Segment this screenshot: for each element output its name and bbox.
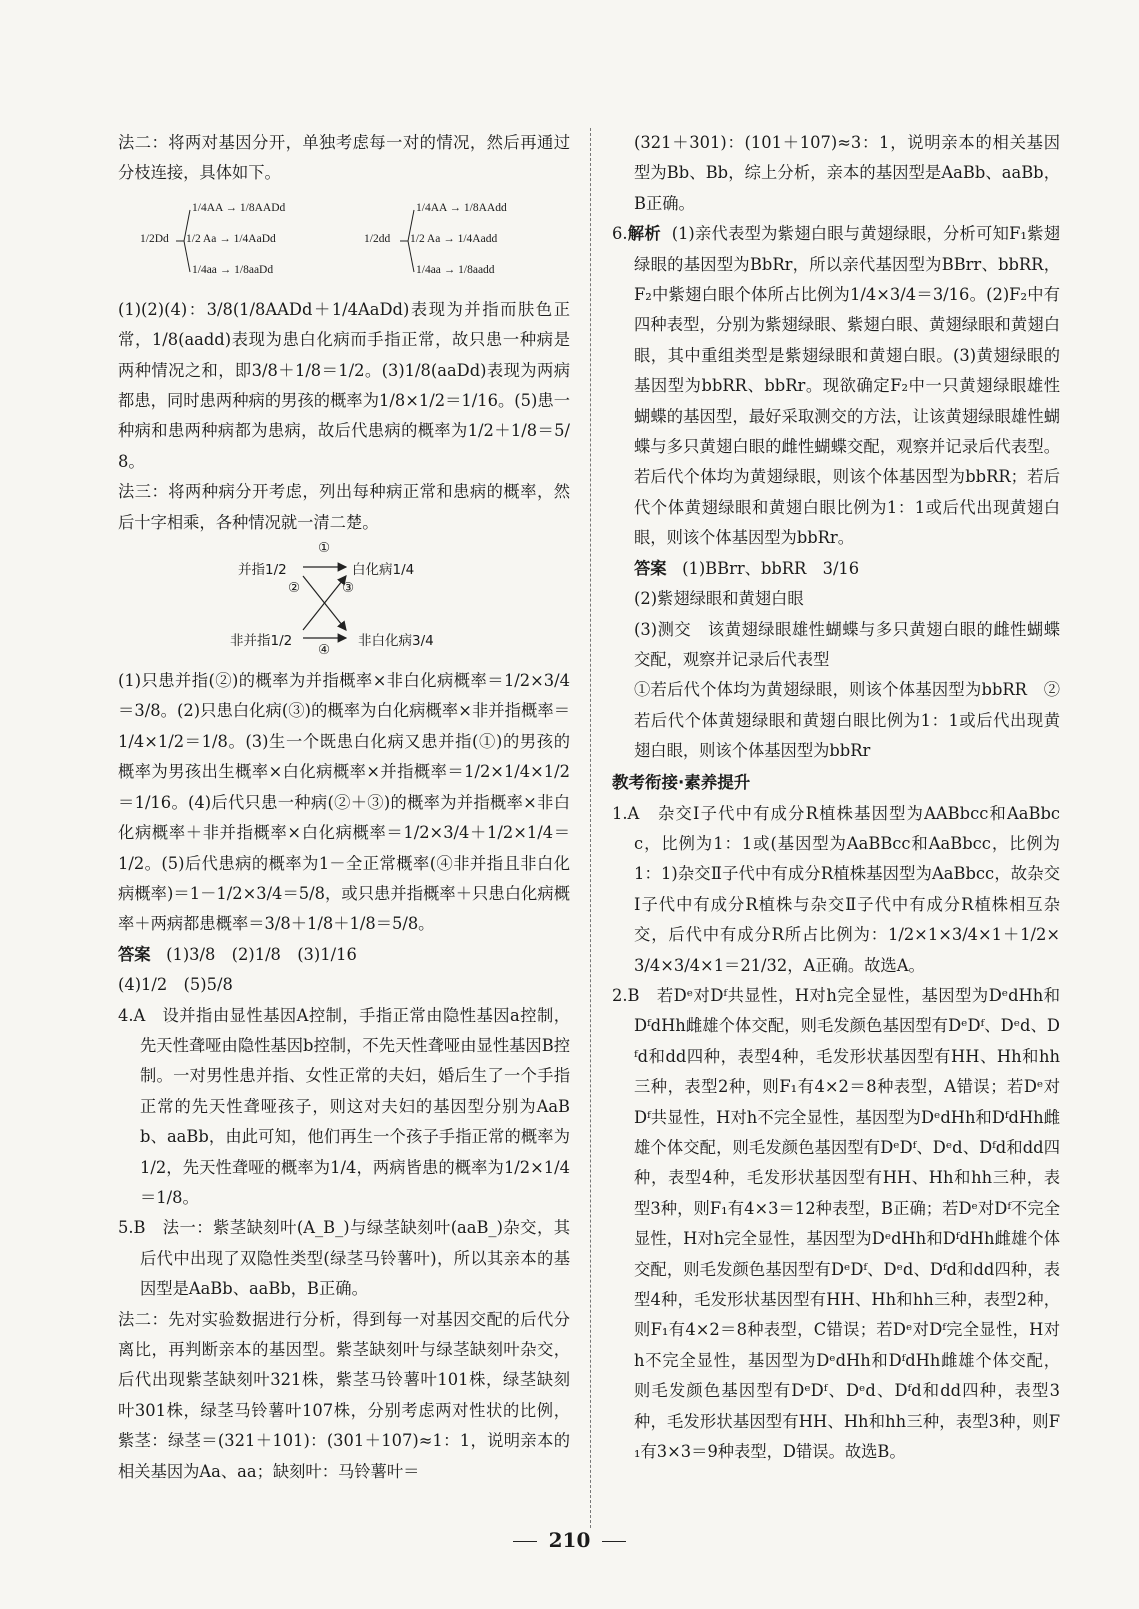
- cross-bottom-left: 非并指1/2: [230, 633, 293, 650]
- left-column: [118, 128, 570, 1487]
- answer-line-2: (4)1/2 (5)5/8: [118, 975, 233, 995]
- question-4: 4.A 设并指由显性基因A控制，手指正常由隐性基因a控制，先天性聋哑由隐性基因b控制，不先天性聋哑由显性基因B控制。一对男性患并指、女性正常的夫妇，婚后生了一个手指正常的先天性聋哑孩子，则这对夫妇的基因型分别为AaBb、aaBb，由此可知，他们再生一个孩子手指正常的概率为1/2，先天性聋哑的概率为1/4，两病皆患的概率为1/2×1/4＝1/8。: [118, 1005, 570, 1207]
- tree-a-root: 1/2Dd: [140, 232, 169, 245]
- q6-answer-2: (2)紫翅绿眼和黄翅白眼: [634, 589, 804, 609]
- q6-answer: [612, 554, 1060, 767]
- tree-b-branch-1: 1/4AA → 1/8AAdd: [416, 201, 507, 214]
- cross-num-3: ③: [342, 580, 355, 597]
- branch-diagram: [118, 193, 570, 289]
- cross-top-left: 并指1/2: [238, 562, 287, 579]
- cross-num-1: ①: [318, 540, 331, 557]
- q6-answer-1-text: (1)BBrr、bbRR 3/16: [682, 558, 860, 578]
- q6-analysis-label: 解析: [627, 224, 661, 244]
- question-5-part-3: (321＋301)：(101＋107)≈3：1，说明亲本的相关基因型为Bb、Bb，综上分析，亲本的基因型是AaBb、aaBb，B正确。: [634, 133, 1060, 213]
- tree-b-root: 1/2dd: [364, 232, 391, 245]
- q6-answer-1: [634, 554, 1060, 584]
- tree-b-branch-2: 1/2 Aa → 1/4Aadd: [410, 232, 498, 245]
- answer-line-1: (1)3/8 (2)1/8 (3)1/16: [166, 944, 357, 964]
- question-6: [612, 219, 1060, 553]
- tree-a-branch-2: 1/2 Aa → 1/4AaDd: [186, 232, 276, 245]
- cross-num-4: ④: [318, 642, 331, 659]
- method2-intro: 法二：将两对基因分开，单独考虑每一对的情况，然后再通过分枝连接，具体如下。: [118, 133, 570, 183]
- q6-analysis-text: (1)亲代表型为紫翅白眼与黄翅绿眼，分析可知F₁紫翅绿眼的基因型为BbRr，所以亲代基因型为BBrr、bbRR，F₂中紫翅白眼个体所占比例为1/4×3/4＝3/16。(2)F₂中有四种表型，分别为紫翅绿眼、紫翅白眼、黄翅绿眼和黄翅白眼，其中重组类型是紫翅绿眼和黄翅白眼。(3)黄翅绿眼的基因型为bbRR、bbRr。现欲确定F₂中一只黄翅绿眼雄性蝴蝶的基因型，最好采取测交的方法，让该黄翅绿眼雄性蝴蝶与多只黄翅白眼的雌性蝴蝶交配，观察并记录后代表型。若后代个体均为黄翅绿眼，则该个体基因型为bbRR；若后代个体黄翅绿眼和黄翅白眼比例为1：1或后代出现黄翅白眼，则该个体基因型为bbRr。: [634, 224, 1060, 548]
- q6-number: 6.: [612, 224, 628, 244]
- q6-answer-4: ①若后代个体均为黄翅绿眼，则该个体基因型为bbRR ②若后代个体黄翅绿眼和黄翅白眼比例为1：1或后代出现黄翅白眼，则该个体基因型为bbRr: [634, 680, 1060, 761]
- right-column: [612, 128, 1060, 1467]
- tree-a-branch-1: 1/4AA → 1/8AADd: [192, 201, 286, 214]
- question-5-part-2: 法二：先对实验数据进行分析，得到每一对基因交配的后代分离比，再判断亲本的基因型。紫茎缺刻叶与绿茎缺刻叶杂交，后代出现紫茎缺刻叶321株，紫茎马铃薯叶101株，绿茎缺刻叶301株，绿茎马铃薯叶107株，分别考虑两对性状的比例，紫茎：绿茎＝(321＋101)：(301＋107)≈1：1，说明亲本的相关基因为Aa、aa；缺刻叶：马铃薯叶＝: [118, 1309, 570, 1481]
- q6-answer-label: 答案: [634, 558, 667, 578]
- answer-3: [118, 940, 570, 970]
- section-title: 教考衔接·素养提升: [612, 772, 751, 792]
- page-number-dash-left: [513, 1541, 537, 1542]
- cross-lines: [118, 540, 570, 664]
- cross-diagram: [118, 540, 570, 664]
- method2-text: (1)(2)(4)：3/8(1/8AADd＋1/4AaDd)表现为并指而肤色正常，1/8(aadd)表现为患白化病而手指正常，故只患一种病是两种情况之和，即3/8＋1/8＝1/2。(3)1/8(aaDd)表现为两病都患，同时患两种病的男孩的概率为1/8×1/2＝1/16。(5)患一种病和患两种病都为患病，故后代患病的概率为1/2＋1/8＝5/8。: [118, 299, 570, 471]
- tree-b-branch-3: 1/4aa → 1/8aadd: [416, 263, 495, 276]
- method3-text: (1)只患并指(②)的概率为并指概率×非白化病概率＝1/2×3/4＝3/8。(2)只患白化病(③)的概率为白化病概率×非并指概率＝1/4×1/2＝1/8。(3)生一个既患白化病又患并指(①)的男孩的概率为男孩出生概率×白化病概率×并指概率＝1/2×1/4×1/2＝1/16。(4)后代只患一种病(②＋③)的概率为并指概率×非白化病概率＋非并指概率×白化病概率＝1/2×3/4＋1/2×1/4＝1/2。(5)后代患病的概率为1－全正常概率(④非并指且非白化病概率)＝1－1/2×3/4＝5/8，或只患并指概率＋只患白化病概率＋两病都患概率＝3/8＋1/8＋1/8＝5/8。: [118, 671, 570, 934]
- page-number-text: 210: [548, 1528, 591, 1552]
- answer-label: 答案: [118, 944, 151, 964]
- cross-top-right: 白化病1/4: [352, 562, 415, 579]
- column-divider: [590, 128, 591, 1528]
- q6-answer-3: (3)测交 该黄翅绿眼雄性蝴蝶与多只黄翅白眼的雌性蝴蝶交配，观察并记录后代表型: [634, 619, 1060, 669]
- section-question-1: 1.A 杂交Ⅰ子代中有成分R植株基因型为AABbcc和AaBbcc，比例为1：1或(基因型为AaBBcc和AaBbcc，比例为1：1)杂交Ⅱ子代中有成分R植株基因型为AaBbcc，故杂交Ⅰ子代中有成分R植株与杂交Ⅱ子代中有成分R植株相互杂交，后代中有成分R所占比例为：1/2×1×3/4×1＋1/2×3/4×3/4×1＝21/32，A正确。故选A。: [612, 803, 1060, 975]
- question-5-part-1: 5.B 法一：紫茎缺刻叶(A_B_)与绿茎缺刻叶(aaB_)杂交，其后代中出现了双隐性类型(绿茎马铃薯叶)，所以其亲本的基因型是AaBb、aaBb，B正确。: [118, 1218, 570, 1299]
- cross-num-2: ②: [288, 580, 301, 597]
- tree-a-branch-3: 1/4aa → 1/8aaDd: [192, 263, 274, 276]
- page-number: [0, 1528, 1139, 1552]
- cross-bottom-right: 非白化病3/4: [358, 633, 434, 650]
- page-number-dash-right: [602, 1541, 626, 1542]
- method3-intro: 法三：将两种病分开考虑，列出每种病正常和患病的概率，然后十字相乘，各种情况就一清二楚。: [118, 482, 570, 532]
- section-question-2: 2.B 若Dᵉ对Dᶠ共显性，H对h完全显性，基因型为DᵉdHh和DᶠdHh雌雄个体交配，则毛发颜色基因型有DᵉDᶠ、Dᵉd、Dᶠd和dd四种，表型4种，毛发形状基因型有HH、Hh和hh三种，表型2种，则F₁有4×2＝8种表型，A错误；若Dᵉ对Dᶠ共显性，H对h不完全显性，基因型为DᵉdHh和DᶠdHh雌雄个体交配，则毛发颜色基因型有DᵉDᶠ、Dᵉd、Dᶠd和dd四种，表型4种，毛发形状基因型有HH、Hh和hh三种，表型3种，则F₁有4×3＝12种表型，B正确；若Dᵉ对Dᶠ不完全显性，H对h完全显性，基因型为DᵉdHh和DᶠdHh雌雄个体交配，则毛发颜色基因型有DᵉDᶠ、Dᵉd、Dᶠd和dd四种，表型4种，毛发形状基因型有HH、Hh和hh三种，表型2种，则F₁有4×2＝8种表型，C错误；若Dᵉ对Dᶠ完全显性，H对h不完全显性，基因型为DᵉdHh和DᶠdHh雌雄个体交配，则毛发颜色基因型有DᵉDᶠ、Dᵉd、Dᶠd和dd四种，表型3种，毛发形状基因型有HH、Hh和hh三种，表型3种，则F₁有3×3＝9种表型，D错误。故选B。: [612, 985, 1060, 1462]
